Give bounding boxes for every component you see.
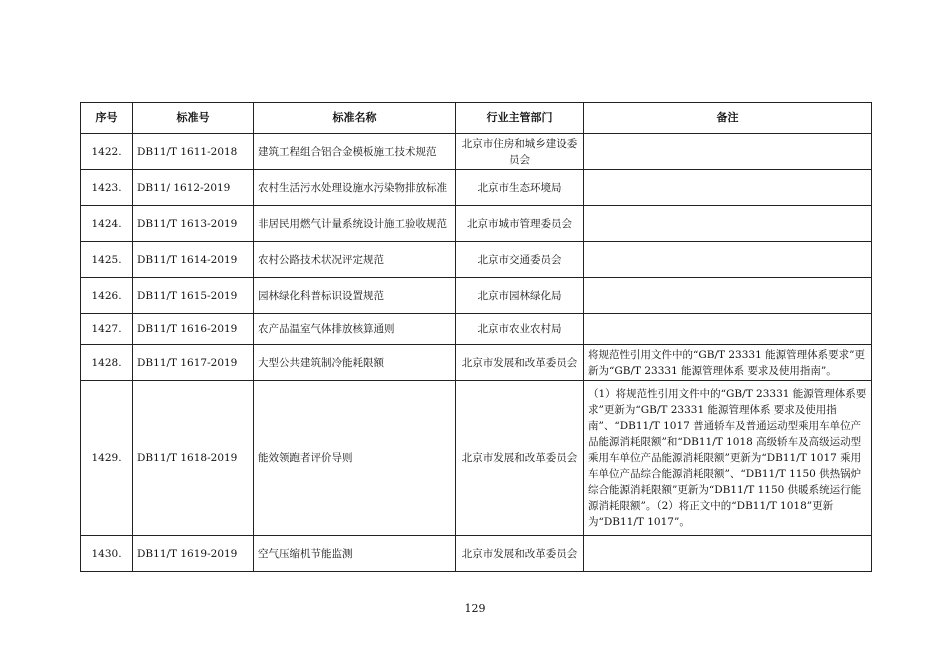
row-code: DB11/ 1612-2019: [133, 170, 254, 206]
row-note: [584, 278, 872, 314]
row-name: 能效领跑者评价导则: [254, 381, 456, 536]
row-dept: 北京市园林绿化局: [456, 278, 584, 314]
row-dept: 北京市农业农村局: [456, 314, 584, 345]
row-note: [584, 134, 872, 170]
row-note: （1）将规范性引用文件中的“GB/T 23331 能源管理体系要求”更新为“GB/T 23331 能源管理体系 要求及使用指南”、“DB11/T 1017 普通轿车及普通运动型乘用车单位产品能源消耗限额”和“DB11/T 1018 高级轿车及高级运动型乘用车单位产品能源消耗限额”更新为“DB11/T 1017 乘用车单位产品综合能源消耗限额”、“DB11/T 1150 供热锅炉综合能源消耗限额”更新为“DB11/T 1150 供暖系统运行能源消耗限额”。（2）将正文中的“DB11/T 1018”更新为“DB11/T 1017”。: [584, 381, 872, 536]
row-name: 建筑工程组合铝合金模板施工技术规范: [254, 134, 456, 170]
row-note: [584, 242, 872, 278]
row-dept: 北京市生态环境局: [456, 170, 584, 206]
row-name: 非居民用燃气计量系统设计施工验收规范: [254, 206, 456, 242]
row-serial: 1426.: [81, 278, 133, 314]
table-row: [81, 278, 872, 314]
table-row: [81, 242, 872, 278]
header-standard-code: 标准号: [133, 103, 254, 134]
row-note: [584, 536, 872, 572]
row-dept: 北京市城市管理委员会: [456, 206, 584, 242]
row-name: 园林绿化科普标识设置规范: [254, 278, 456, 314]
row-note: [584, 314, 872, 345]
table-row: [81, 170, 872, 206]
row-dept: 北京市发展和改革委员会: [456, 381, 584, 536]
table-row: [81, 345, 872, 381]
table-row: [81, 314, 872, 345]
row-serial: 1428.: [81, 345, 133, 381]
table-row: [81, 381, 872, 536]
table-row: [81, 206, 872, 242]
table-header-row: [81, 103, 872, 134]
row-name: 空气压缩机节能监测: [254, 536, 456, 572]
row-serial: 1430.: [81, 536, 133, 572]
row-serial: 1427.: [81, 314, 133, 345]
row-name: 大型公共建筑制冷能耗限额: [254, 345, 456, 381]
row-serial: 1423.: [81, 170, 133, 206]
table-row: [81, 536, 872, 572]
row-code: DB11/T 1613-2019: [133, 206, 254, 242]
header-department: 行业主管部门: [456, 103, 584, 134]
row-code: DB11/T 1615-2019: [133, 278, 254, 314]
row-dept: 北京市交通委员会: [456, 242, 584, 278]
row-code: DB11/T 1618-2019: [133, 381, 254, 536]
row-code: DB11/T 1616-2019: [133, 314, 254, 345]
row-note: [584, 206, 872, 242]
row-dept: 北京市发展和改革委员会: [456, 536, 584, 572]
row-code: DB11/T 1611-2018: [133, 134, 254, 170]
standards-table: [80, 102, 872, 572]
row-dept: 北京市发展和改革委员会: [456, 345, 584, 381]
header-remarks: 备注: [584, 103, 872, 134]
page-number: 129: [464, 602, 486, 615]
row-dept: 北京市住房和城乡建设委员会: [456, 134, 584, 170]
row-note: 将规范性引用文件中的“GB/T 23331 能源管理体系要求”更新为“GB/T 23331 能源管理体系 要求及使用指南”。: [584, 345, 872, 381]
row-serial: 1425.: [81, 242, 133, 278]
row-name: 农村公路技术状况评定规范: [254, 242, 456, 278]
row-code: DB11/T 1614-2019: [133, 242, 254, 278]
row-code: DB11/T 1619-2019: [133, 536, 254, 572]
row-name: 农产品温室气体排放核算通则: [254, 314, 456, 345]
row-note: [584, 170, 872, 206]
row-serial: 1429.: [81, 381, 133, 536]
row-serial: 1424.: [81, 206, 133, 242]
row-code: DB11/T 1617-2019: [133, 345, 254, 381]
row-name: 农村生活污水处理设施水污染物排放标准: [254, 170, 456, 206]
header-serial: 序号: [81, 103, 133, 134]
header-standard-name: 标准名称: [254, 103, 456, 134]
row-serial: 1422.: [81, 134, 133, 170]
table-row: [81, 134, 872, 170]
